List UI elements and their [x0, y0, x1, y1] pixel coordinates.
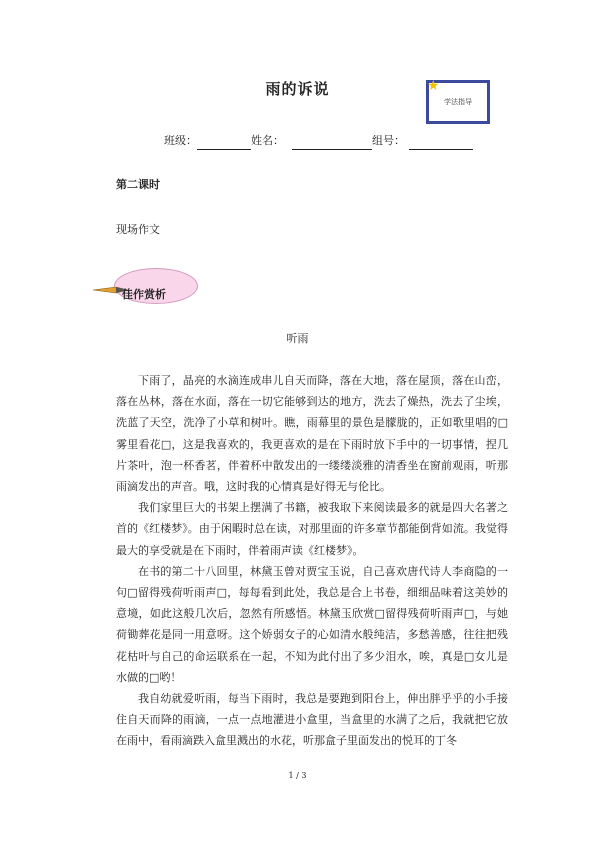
name-blank: [292, 136, 372, 150]
student-info-line: [164, 132, 473, 150]
paragraph: 我们家里巨大的书架上摆满了书籍，被我取下来阅读最多的就是四大名著之首的《红楼梦》。由于闲暇时总在读，对那里面的许多章节都能倒背如流。我觉得最大的享受就是在下雨时，伴着雨声读《红楼梦》。: [116, 501, 508, 557]
paragraph: 下雨了，晶亮的水滴连成串儿自天而降，落在大地，落在屋顶，落在山峦，落在丛林，落在水面，落在一切它能够到达的地方，洗去了燥热，洗去了尘埃，洗蓝了天空，洗净了小草和树叶。瞧，雨幕里的景色是朦胧的，正如歌里唱的□雾里看花□，这是我喜欢的，我更喜欢的是在下雨时放下手中的一切事情，捏几片茶叶，泡一杯香茗，伴着杯中散发出的一缕缕淡雅的清香坐在窗前观雨，听那雨滴发出的声音。哦，这时我的心情真是好得无与伦比。: [116, 374, 508, 494]
stamp-inner: [427, 78, 487, 121]
star-icon: ★: [427, 78, 440, 94]
paragraph: 在书的第二十八回里，林黛玉曾对贾宝玉说，自己喜欢唐代诗人李商隐的一句□留得残荷听雨声□，每每看到此处，我总是合上书卷，细细品味着这美妙的意境，如此这般几次后，忽然有所感悟。林黛玉欣赏□留得残荷听雨声□，与她荷锄葬花是同一用意呀。这个娇弱女子的心如清水般纯洁，多愁善感，往往把残花枯叶与自己的命运联系在一起，不知为此付出了多少泪水，唉，真是□女儿是水做的□哟！: [116, 564, 508, 684]
group-label: 组号：: [372, 134, 405, 147]
page-number: 1 / 3: [288, 771, 307, 780]
stamp-text: 学法指导: [444, 98, 472, 106]
class-label: 班级：: [164, 134, 197, 147]
article-body: [116, 370, 508, 752]
study-guide-stamp: [426, 80, 490, 124]
class-blank: [197, 136, 251, 150]
featured-essay-badge: [92, 266, 198, 306]
subheading: 现场作文: [116, 223, 160, 236]
paragraph: 我自幼就爱听雨，每当下雨时，我总是要跑到阳台上，伸出胖乎乎的小手接住自天而降的雨滴，一点一点地灌进小盒里，当盒里的水满了之后，我就把它放在雨中，看雨滴跌入盒里溅出的水花，听那盒子里面发出的悦耳的丁冬: [116, 692, 508, 748]
section-heading: 第二课时: [116, 178, 160, 191]
badge-label: 佳作赏析: [122, 288, 166, 301]
article-title: 听雨: [286, 332, 309, 345]
group-blank: [409, 136, 473, 150]
document-title: 雨的诉说: [265, 80, 330, 98]
name-label: 姓名：: [251, 134, 284, 147]
